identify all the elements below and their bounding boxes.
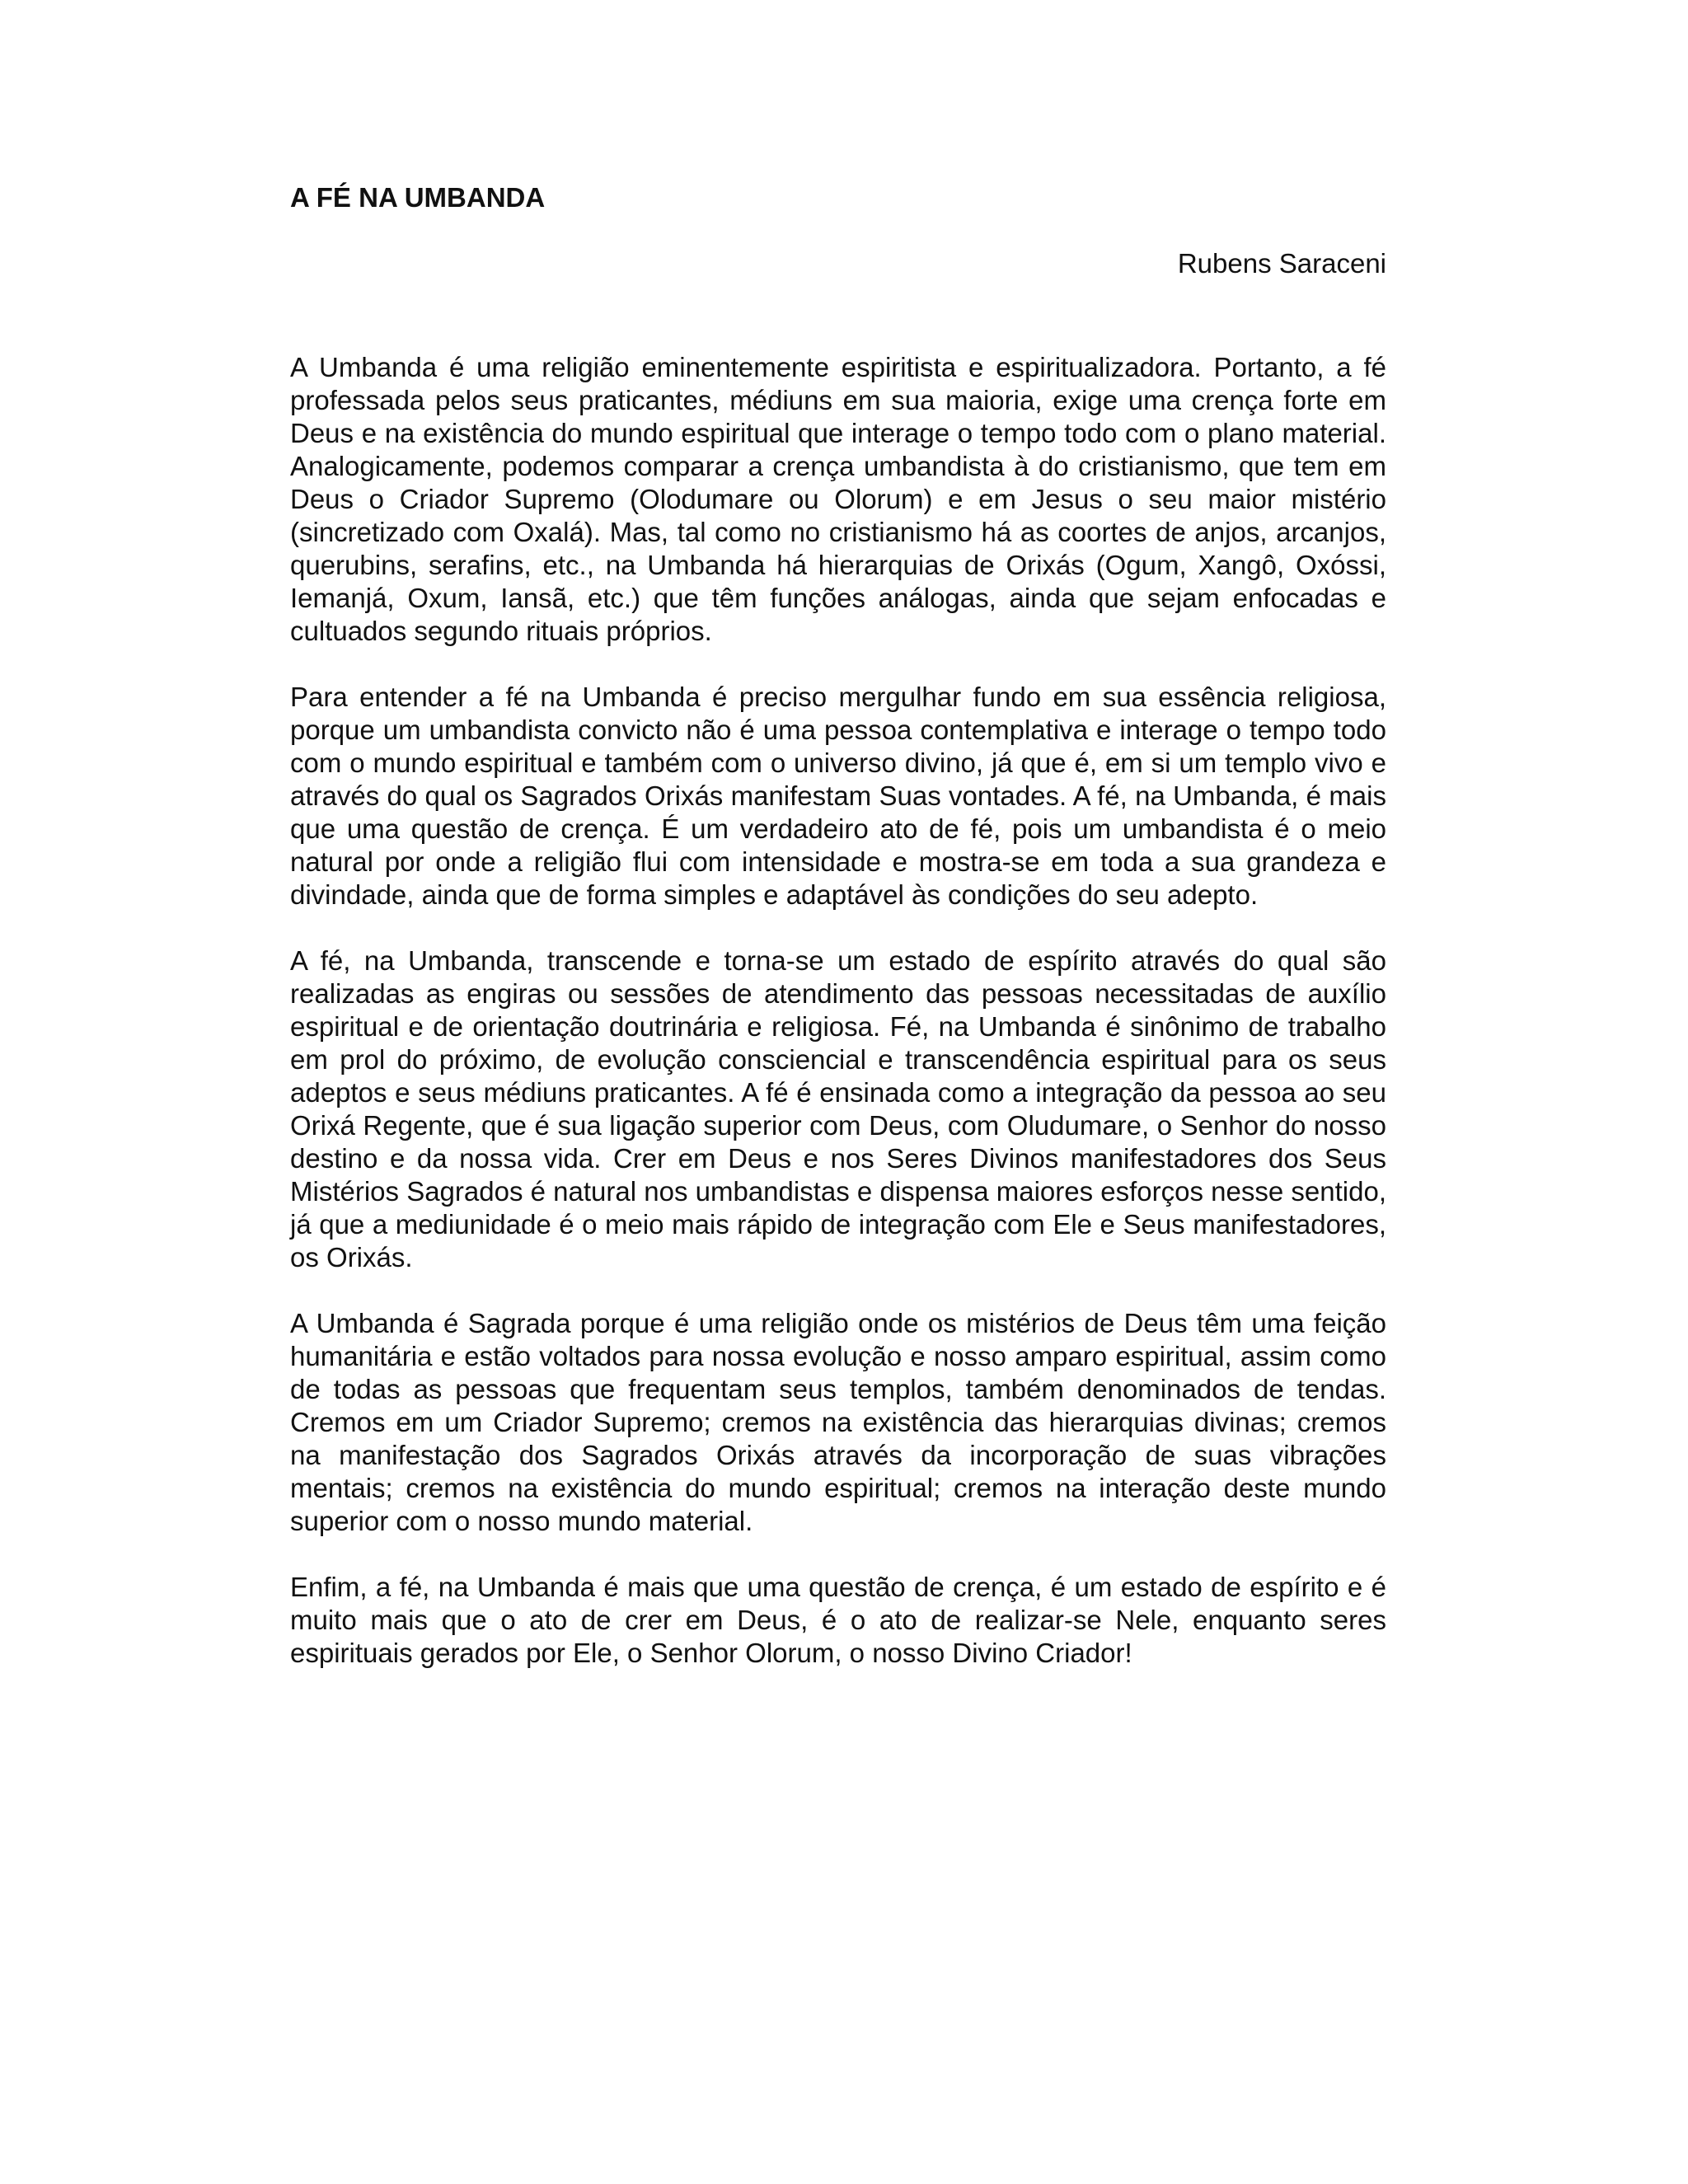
paragraph-1: A Umbanda é uma religião eminentemente espiritista e espiritualizadora. Portanto, a fé professada pelos seus praticantes, médiuns em sua maioria, exige uma crença forte em Deus e na existência do mundo espiritual que interage o tempo todo com o plano material. Analogicamente, podemos comparar a crença umbandista à do cristianismo, que tem em Deus o Criador Supremo (Olodumare ou Olorum) e em Jesus o seu maior mistério (sincretizado com Oxalá). Mas, tal como no cristianismo há as coortes de anjos, arcanjos, querubins, serafins, etc., na Umbanda há hierarquias de Orixás (Ogum, Xangô, Oxóssi, Iemanjá, Oxum, Iansã, etc.) que têm funções análogas, ainda que sejam enfocadas e cultuados segundo rituais próprios. [290,352,1386,646]
document-body [290,180,1386,1670]
paragraph-3: A fé, na Umbanda, transcende e torna-se um estado de espírito através do qual são realizadas as engiras ou sessões de atendimento das pessoas necessitadas de auxílio espiritual e de orientação doutrinária e religiosa. Fé, na Umbanda é sinônimo de trabalho em prol do próximo, de evolução consciencial e transcendência espiritual para os seus adeptos e seus médiuns praticantes. A fé é ensinada como a integração da pessoa ao seu Orixá Regente, que é sua ligação superior com Deus, com Oludumare, o Senhor do nosso destino e da nossa vida. Crer em Deus e nos Seres Divinos manifestadores dos Seus Mistérios Sagrados é natural nos umbandistas e dispensa maiores esforços nesse sentido, já que a mediunidade é o meio mais rápido de integração com Ele e Seus manifestadores, os Orixás. [290,945,1386,1272]
paragraph-4: A Umbanda é Sagrada porque é uma religião onde os mistérios de Deus têm uma feição humanitária e estão voltados para nossa evolução e nosso amparo espiritual, assim como de todas as pessoas que frequentam seus templos, também denominados de tendas. Cremos em um Criador Supremo; cremos na existência das hierarquias divinas; cremos na manifestação dos Sagrados Orixás através da incorporação de suas vibrações mentais; cremos na existência do mundo espiritual; cremos na interação deste mundo superior com o nosso mundo material. [290,1308,1386,1536]
paragraph-5: Enfim, a fé, na Umbanda é mais que uma questão de crença, é um estado de espírito e é muito mais que o ato de crer em Deus, é o ato de realizar-se Nele, enquanto seres espirituais gerados por Ele, o Senhor Olorum, o nosso Divino Criador! [290,1572,1386,1668]
document-author: Rubens Saraceni [1177,248,1386,279]
document-title: A FÉ NA UMBANDA [290,182,546,213]
paragraph-2: Para entender a fé na Umbanda é preciso mergulhar fundo em sua essência religiosa, porque um umbandista convicto não é uma pessoa contemplativa e interage o tempo todo com o mundo espiritual e também com o universo divino, já que é, em si um templo vivo e através do qual os Sagrados Orixás manifestam Suas vontades. A fé, na Umbanda, é mais que uma questão de crença. É um verdadeiro ato de fé, pois um umbandista é o meio natural por onde a religião flui com intensidade e mostra-se em toda a sua grandeza e divindade, ainda que de forma simples e adaptável às condições do seu adepto. [290,682,1386,910]
